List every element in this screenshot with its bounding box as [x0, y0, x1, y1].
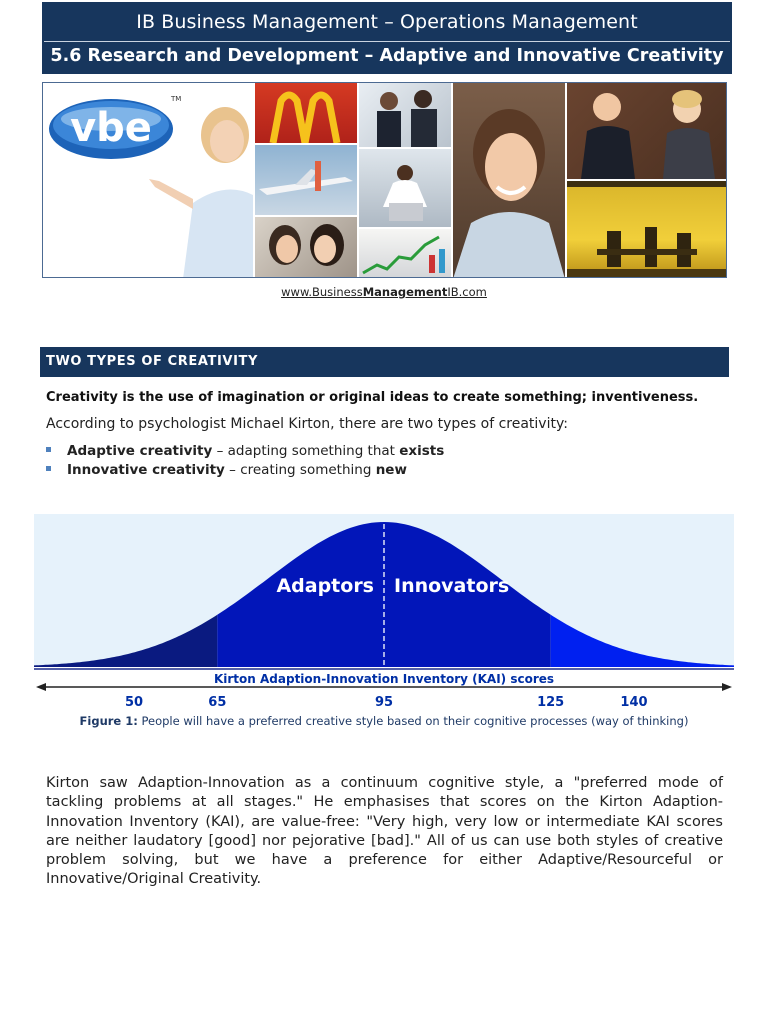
website-link[interactable] — [0, 285, 768, 299]
website-link-bold: Management — [362, 285, 448, 299]
photo-laptop-woman — [359, 149, 451, 227]
list-item-text: – creating something — [224, 462, 376, 478]
intro-paragraph: According to psychologist Michael Kirton, there are two types of creativity: — [46, 416, 568, 432]
vbe-logo — [43, 83, 253, 278]
figure-caption-label: Figure 1: — [79, 714, 138, 728]
photo-business-meeting — [359, 83, 451, 147]
photo-office-silhouette — [567, 181, 727, 278]
photo-restaurant — [255, 83, 357, 143]
website-link-suffix: IB.com — [447, 285, 487, 299]
section-title: TWO TYPES OF CREATIVITY — [46, 354, 258, 369]
list-item-term: Innovative creativity — [67, 462, 225, 478]
logo-trademark: TM — [171, 95, 182, 103]
kai-bell-curve-figure — [34, 514, 734, 738]
axis-tick-labels — [125, 695, 648, 710]
bullet-icon — [46, 466, 51, 471]
list-item — [46, 462, 444, 481]
header-topic-title: 5.6 Research and Development – Adaptive and Innovative Creativity — [50, 46, 724, 66]
innovators-label: Innovators — [394, 575, 510, 597]
photo-smiling-woman — [453, 83, 565, 278]
axis-tick-label: 65 — [208, 695, 227, 710]
logo-area — [43, 83, 253, 278]
creativity-definition: Creativity is the use of imagination or original ideas to create something; inventiveness. — [46, 390, 699, 405]
logo-text: vbe — [70, 105, 152, 151]
document-header — [42, 2, 732, 74]
photo-businessmen-handshake — [567, 83, 727, 179]
section-heading-bar — [40, 347, 729, 377]
list-item-text: – adapting something that — [212, 443, 400, 459]
axis-tick-label: 140 — [620, 695, 648, 710]
adaptors-label: Adaptors — [276, 575, 374, 597]
axis-tick-label: 95 — [374, 695, 394, 710]
photo-whispering-women — [255, 217, 357, 278]
photo-stock-chart — [359, 229, 451, 278]
bullet-icon — [46, 447, 51, 452]
list-item-emphasis: exists — [399, 443, 445, 459]
header-divider — [44, 41, 730, 42]
website-link-prefix: www.Business — [281, 285, 363, 299]
list-item — [46, 443, 444, 462]
banner-image — [42, 82, 727, 278]
photo-jet-traveller — [255, 145, 357, 215]
figure-caption — [0, 714, 768, 728]
body-paragraph: Kirton saw Adaption-Innovation as a continuum cognitive style, a "preferred mode of tackling problems at all stages." He emphasises that scores on the Kirton Adaption-Innovation Inventory (KAI), are value-free: "Very high, very low or intermediate KAI scores are neither laudatory [good] nor pejorative [bad]." All of us can use both styles of creative problem solving, but we have a preference for either Adaptive/Resourceful or Innovative/Original Creativity. — [46, 775, 723, 888]
figure-caption-text: People will have a preferred creative style based on their cognitive processes (way of thinking) — [137, 714, 689, 728]
creativity-types-list — [46, 443, 444, 481]
list-item-term: Adaptive creativity — [67, 443, 213, 459]
header-subject-title: IB Business Management – Operations Management — [136, 11, 638, 33]
axis-tick-label: 125 — [537, 695, 565, 710]
list-item-emphasis: new — [375, 462, 407, 478]
axis-tick-label: 50 — [124, 695, 144, 710]
kai-bell-curve — [34, 514, 734, 738]
axis-title: Kirton Adaption-Innovation Inventory (KAI) scores — [213, 672, 555, 686]
